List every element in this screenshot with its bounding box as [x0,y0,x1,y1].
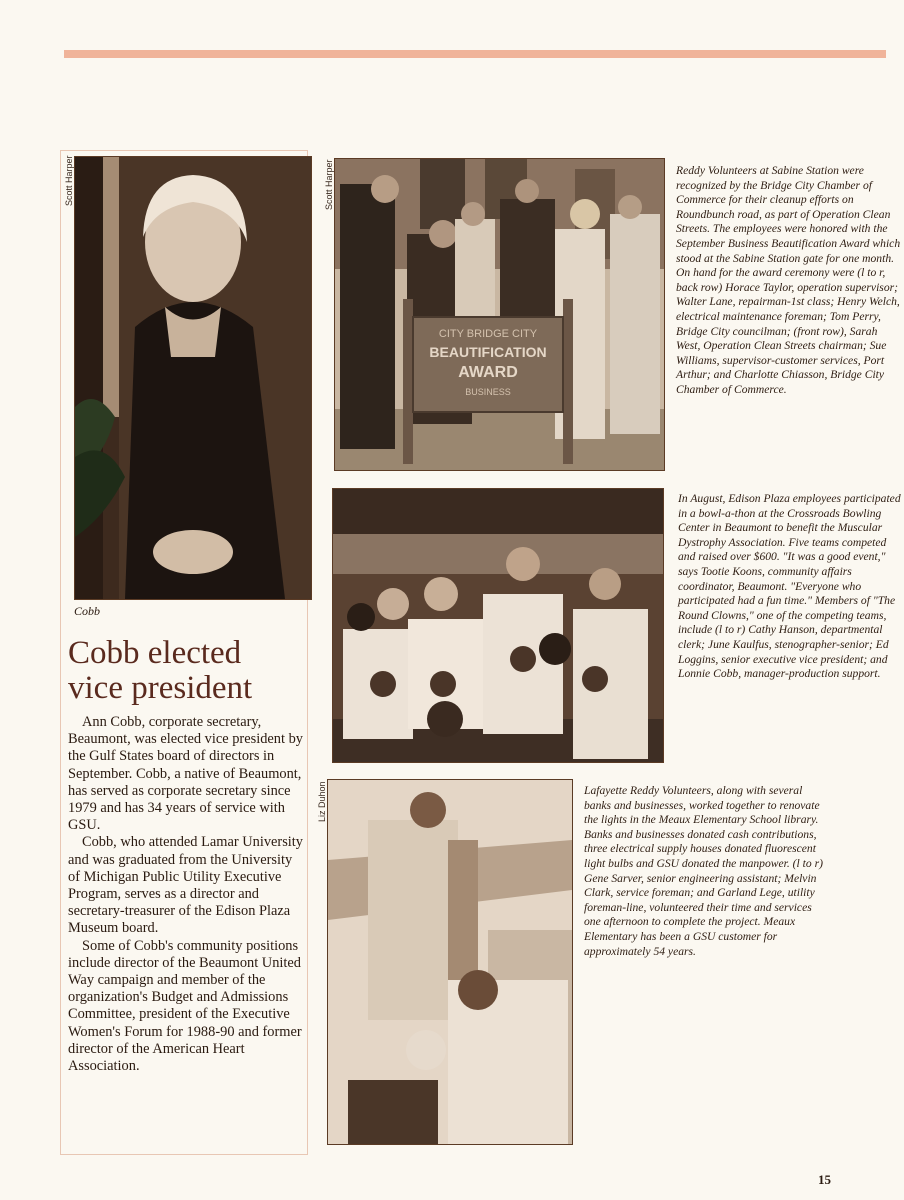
article-paragraph-1: Ann Cobb, corporate secretary, Beaumont, was elected vice president by the Gulf States board of directors in September. Cobb, a native of Beaumont, has served as corporate secretary since 1979 and has 34 years of service with GSU. [68,714,303,834]
article-headline: Cobb elected vice president [68,635,253,706]
award-sign-line-4: BUSINESS [465,387,511,397]
award-sign-line-1: CITY BRIDGE CITY [438,328,538,340]
lafayette-caption: Lafayette Reddy Volunteers, along with several banks and businesses, worked together to renovate the lights in the Meaux Elementary School library. Banks and businesses donated cash contributions, three electrical supply houses donated fluorescent light bulbs and GSU donated the manpower. (l to r) Gene Sarver, senior engineering assistant; Melvin Clark, service foreman; and Garland Lege, utility foreman-line, volunteered their time and services one afternoon to complete the project. Meaux Elementary has been a GSU customer for approximately 54 years. [584,784,823,958]
cobb-photo-caption: Cobb [74,604,101,618]
photo-credit-lafayette: Liz Duhon [317,781,327,822]
article-paragraph-3: Some of Cobb's community positions include director of the Beaumont United Way campaign and member of the organization's Budget and Admissions Committee, president of the Executive Women's Forum for 1988-90 and former director of the American Heart Association. [68,937,302,1075]
sabine-caption: Reddy Volunteers at Sabine Station were recognized by the Bridge City Chamber of Commerce for their cleanup efforts on Roundbunch road, as part of Operation Clean Streets. The employees were honored with the September Business Beautification Award which stood at the Sabine Station gate for one month. On hand for the award ceremony were (l to r, back row) Horace Taylor, operation supervisor; Walter Lane, repairman-1st class; Henry Welch, electrical maintenance foreman; Tom Perry, Bridge City councilman; (front row), Sarah West, Operation Clean Streets chairman; Sue Williams, supervisor-customer services, Port Arthur; and Charlotte Chiasson, Bridge City Chamber of Commerce. [676,164,901,396]
bowling-caption: In August, Edison Plaza employees participated in a bowl-a-thon at the Crossroads Bowling Center in Beaumont to benefit the Muscular Dystrophy Association. Five teams competed and raised over $600. "It was a good event," says Tootie Koons, community affairs coordinator, Beaumont. "Everyone who participated had a fun time." Members of "The Round Clowns," one of the competing teams, include (l to r) Cathy Hanson, departmental clerk; June Kaulfus, stenographer-senior; Ed Loggins, senior executive vice president; and Lonnie Cobb, manager-production support. [678,492,901,681]
top-accent-bar [64,50,886,58]
sabine-station-photo [334,158,665,471]
cobb-portrait-photo [74,156,312,600]
photo-credit-sabine: Scott Harper [324,159,334,210]
article-body [68,714,304,1075]
page-number: 15 [818,1172,831,1187]
bowling-photo [332,488,664,763]
photo-credit-cobb: Scott Harper [64,155,74,206]
award-sign-line-2: BEAUTIFICATION [429,344,547,360]
award-sign-line-3: AWARD [458,364,518,381]
lafayette-photo [327,779,573,1145]
article-paragraph-2: Cobb, who attended Lamar University and was graduated from the University of Michigan Public Utility Executive Program, serves as a director and secretary-treasurer of the Edison Plaza Museum board. [68,834,304,937]
